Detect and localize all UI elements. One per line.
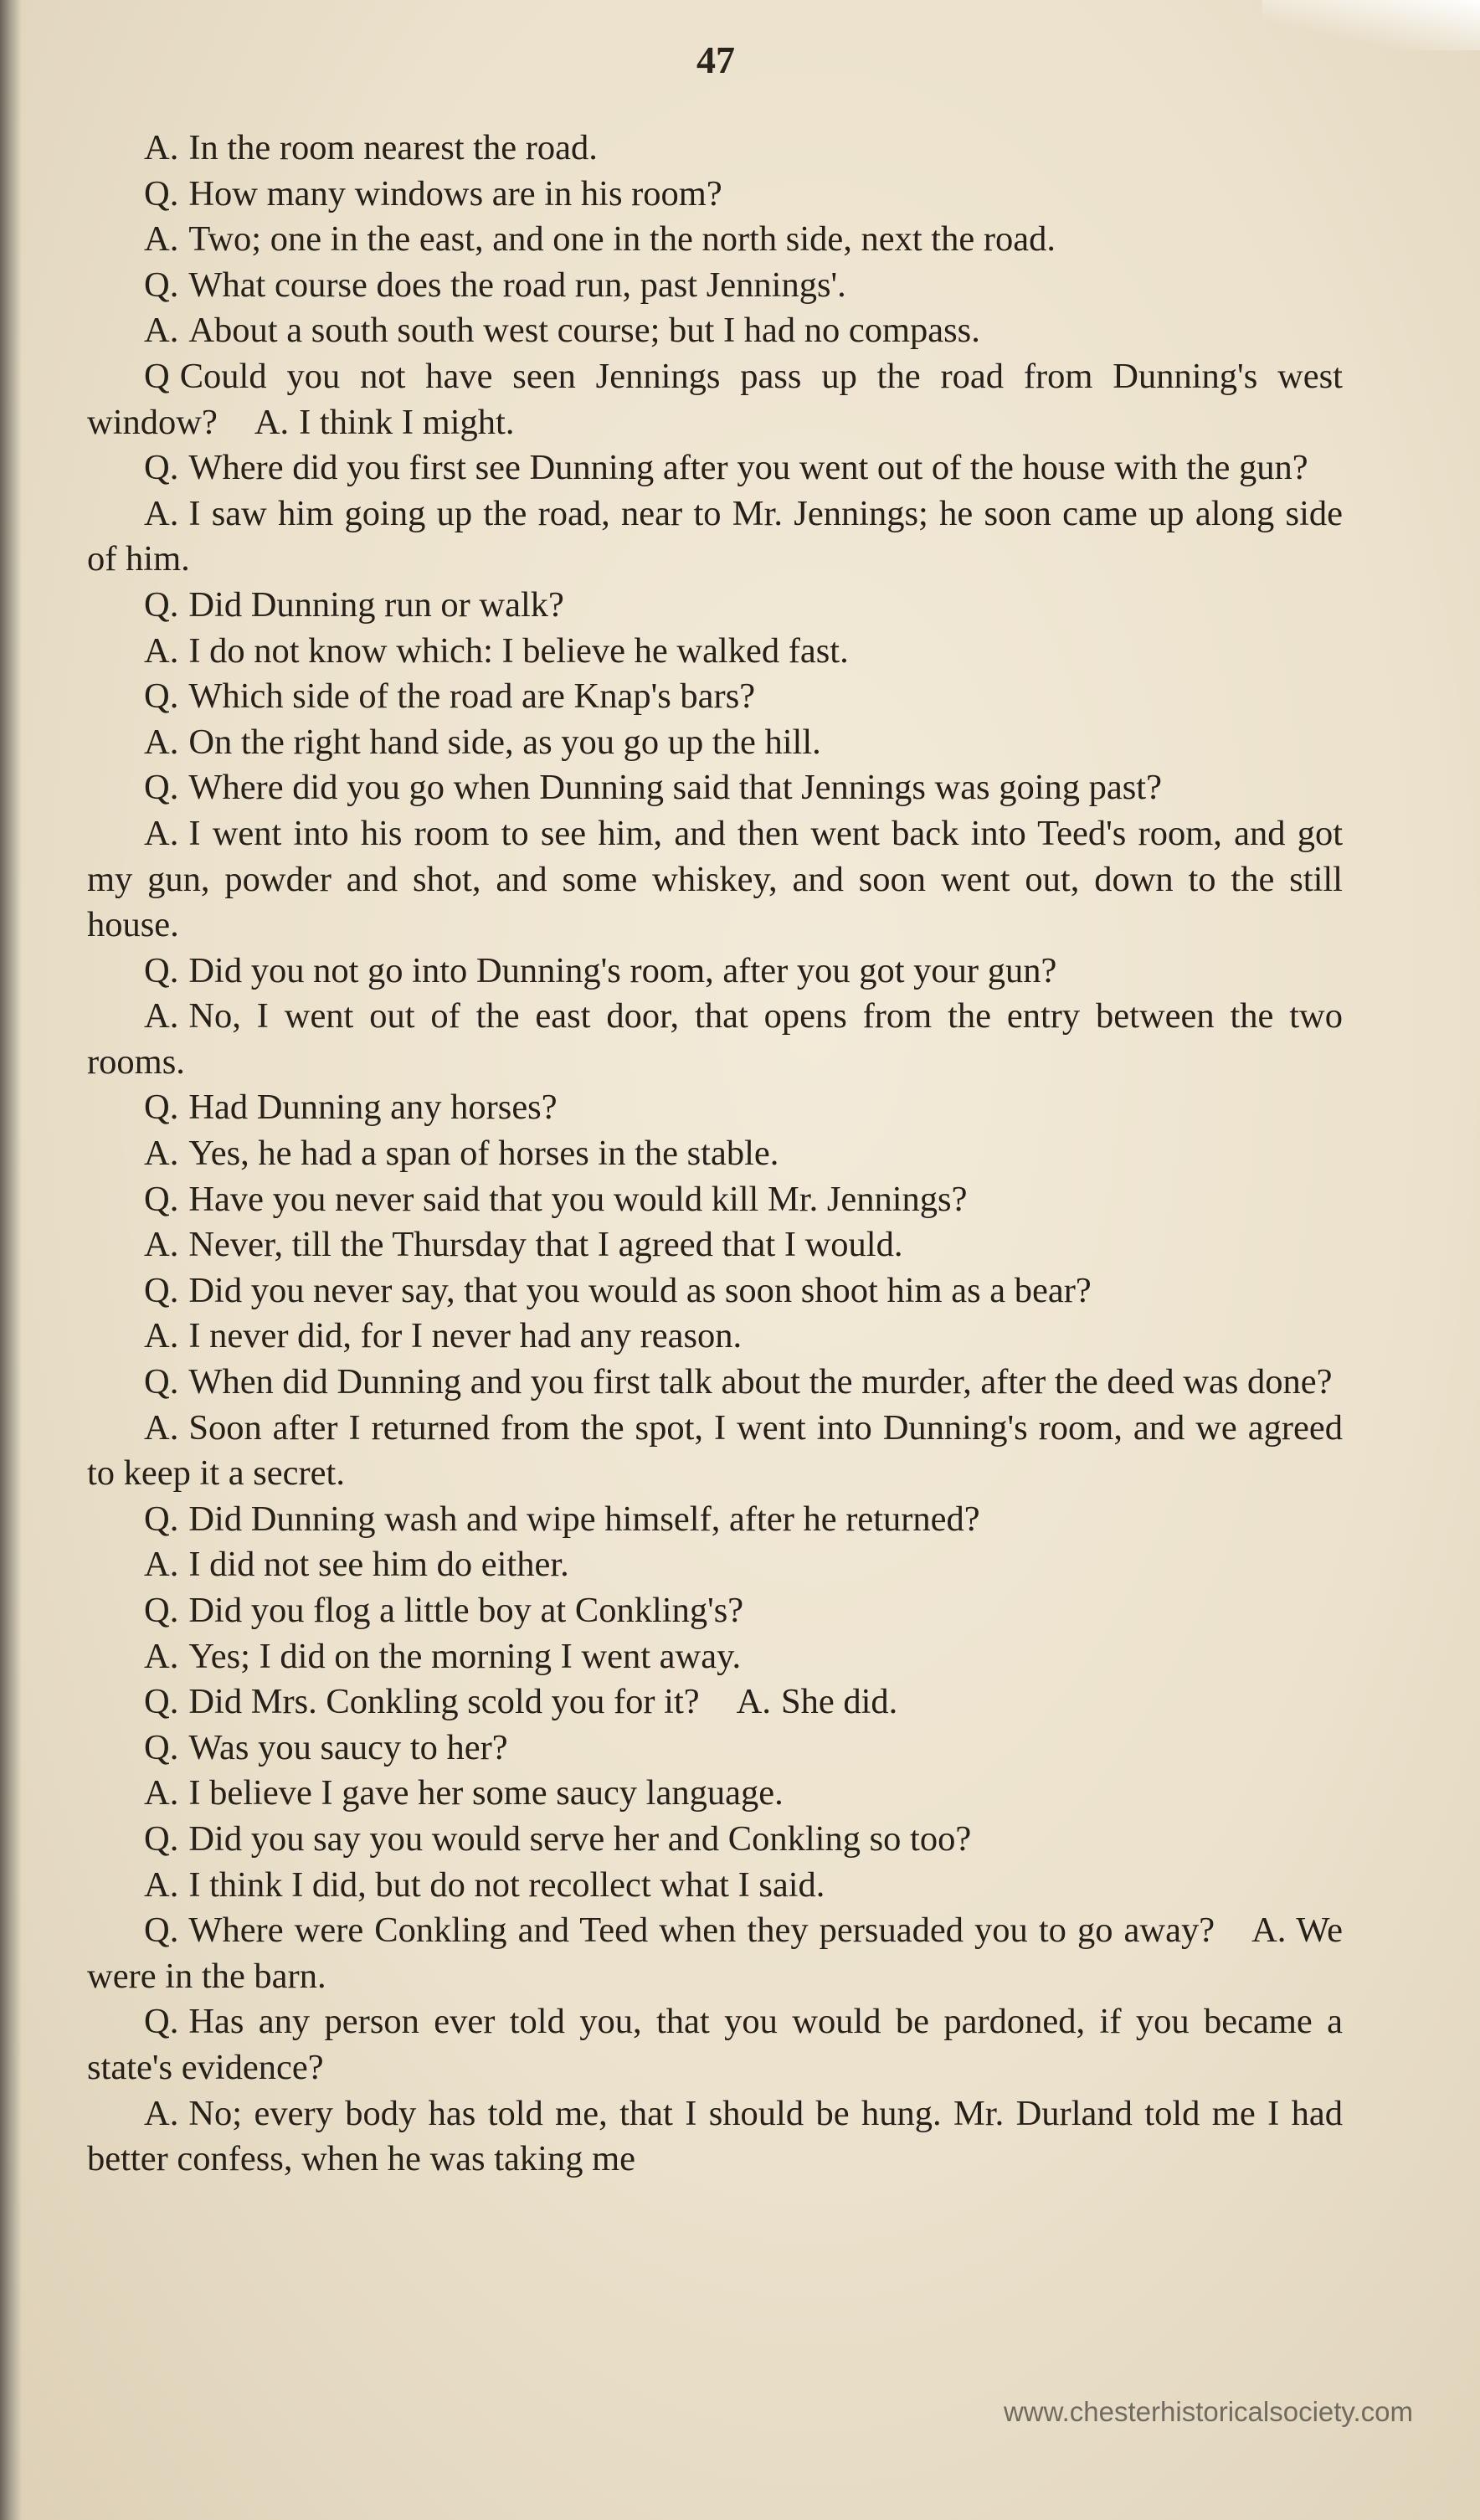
qa-paragraph: [87, 765, 1343, 811]
paragraph-text: I did not see him do either.: [188, 1545, 569, 1585]
speaker-label: A.: [144, 219, 179, 260]
paragraph-text: Did you say you would serve her and Conkling so too?: [188, 1818, 972, 1859]
speaker-label: Q.: [144, 1362, 179, 1402]
qa-paragraph: [87, 629, 1343, 675]
paragraph-text: Where were Conkling and Teed when they persuaded you to go away?: [188, 1911, 1215, 1951]
qa-paragraph: [87, 1679, 1343, 1725]
qa-paragraph: [87, 1542, 1343, 1588]
qa-paragraph: [87, 126, 1343, 172]
qa-paragraph: [87, 1177, 1343, 1223]
speaker-label: A.: [144, 2093, 179, 2133]
qa-paragraph: [87, 1725, 1343, 1772]
paragraph-text: I never did, for I never had any reason.: [188, 1316, 743, 1356]
speaker-label: Q.: [144, 1591, 179, 1630]
qa-paragraph: [87, 308, 1343, 354]
speaker-label: A.: [144, 1636, 179, 1676]
speaker-label: Q.: [144, 676, 179, 717]
speaker-label: Q.: [144, 1270, 179, 1310]
paragraph-text: I saw him going up the road, near to Mr. Jennings; he soon came up along side of him.: [87, 493, 1343, 579]
qa-paragraph: [87, 1085, 1343, 1131]
speaker-label: A.: [144, 1134, 179, 1174]
qa-paragraph: [87, 583, 1343, 629]
paragraph-text: Did Dunning wash and wipe himself, after he returned?: [188, 1499, 980, 1539]
qa-paragraph: [87, 172, 1343, 218]
paragraph-text: When did Dunning and you first talk about the murder, after the deed was done?: [188, 1362, 1333, 1402]
qa-paragraph: [87, 1863, 1343, 1909]
paragraph-text: Did you never say, that you would as soon shoot him as a bear?: [188, 1270, 1092, 1310]
speaker-label: A.: [144, 1225, 179, 1265]
paragraph-text: Did Mrs. Conkling scold you for it?: [188, 1682, 700, 1722]
speaker-label: Q: [144, 356, 170, 396]
paragraph-text: Have you never said that you would kill Mr. Jennings?: [188, 1179, 968, 1219]
qa-paragraph: [87, 1634, 1343, 1680]
qa-paragraph: [87, 994, 1343, 1085]
speaker-label: A.: [144, 1316, 179, 1356]
paragraph-text: Has any person ever told you, that you would be pardoned, if you became a state's evidence?: [87, 2002, 1343, 2087]
speaker-label: Q.: [144, 2002, 179, 2042]
speaker-label: A.: [144, 493, 179, 533]
speaker-label: A.: [144, 1407, 179, 1448]
qa-paragraph: [87, 1314, 1343, 1360]
qa-paragraph: [87, 1817, 1343, 1863]
speaker-label: Q.: [144, 1179, 179, 1219]
qa-paragraph: [87, 674, 1343, 720]
inline-answer-text: We were in the barn.: [87, 1911, 1343, 1996]
qa-paragraph: [87, 491, 1343, 583]
qa-paragraph: [87, 949, 1343, 995]
paragraph-text: Which side of the road are Knap's bars?: [188, 676, 756, 717]
speaker-label: Q.: [144, 1727, 179, 1767]
speaker-label: A.: [144, 128, 179, 167]
qa-paragraph: [87, 354, 1343, 445]
paragraph-text: In the room nearest the road.: [188, 128, 598, 167]
speaker-label: Q.: [144, 1818, 179, 1859]
paragraph-text: No, I went out of the east door, that opens from the entry between the two rooms.: [87, 996, 1343, 1082]
paragraph-text: How many windows are in his room?: [188, 173, 722, 213]
paragraph-text: On the right hand side, as you go up the hill.: [188, 722, 821, 762]
paragraph-text: Did you flog a little boy at Conkling's?: [188, 1591, 744, 1630]
speaker-label: A.: [144, 1545, 179, 1585]
qa-paragraph: [87, 811, 1343, 949]
speaker-label: Q.: [144, 448, 179, 488]
speaker-label: Q.: [144, 1088, 179, 1128]
paragraph-text: I went into his room to see him, and then went back into Teed's room, and got my gun, powder and shot, and some whiskey, and soon went out, down to the still house.: [87, 813, 1343, 945]
paragraph-text: Where did you first see Dunning after you went out of the house with the gun?: [188, 448, 1308, 488]
speaker-label: Q.: [144, 265, 179, 305]
qa-paragraph: [87, 1222, 1343, 1268]
speaker-label: A.: [144, 722, 179, 762]
paragraph-text: What course does the road run, past Jennings'.: [188, 265, 846, 305]
qa-paragraph: [87, 1131, 1343, 1177]
speaker-label: A.: [144, 996, 179, 1036]
qa-paragraph: [87, 1999, 1343, 2091]
paragraph-text: Two; one in the east, and one in the north side, next the road.: [188, 219, 1056, 260]
paragraph-text: Could you not have seen Jennings pass up the road from Dunning's west window?: [87, 356, 1343, 442]
testimony-text: [87, 126, 1343, 2183]
qa-paragraph: [87, 1908, 1343, 1999]
page-number: 47: [696, 39, 735, 81]
speaker-label: A.: [144, 813, 179, 853]
speaker-label: Q.: [144, 1682, 179, 1722]
qa-paragraph: [87, 1406, 1343, 1497]
paragraph-text: Yes; I did on the morning I went away.: [188, 1636, 742, 1676]
speaker-label: A.: [736, 1682, 771, 1722]
speaker-label: A.: [1251, 1911, 1287, 1951]
qa-paragraph: [87, 2091, 1343, 2183]
speaker-label: A.: [254, 402, 290, 442]
paragraph-text: Was you saucy to her?: [188, 1727, 508, 1767]
qa-paragraph: [87, 1771, 1343, 1817]
qa-paragraph: [87, 263, 1343, 309]
speaker-label: A.: [144, 1864, 179, 1905]
qa-paragraph: [87, 445, 1343, 491]
paragraph-text: Yes, he had a span of horses in the stable.: [188, 1134, 779, 1174]
paragraph-text: I do not know which: I believe he walked fast.: [188, 630, 849, 671]
speaker-label: Q.: [144, 1499, 179, 1539]
speaker-label: A.: [144, 1773, 179, 1813]
speaker-label: Q.: [144, 950, 179, 990]
paragraph-text: Did you not go into Dunning's room, after you got your gun?: [188, 950, 1057, 990]
page-fold-shadow: [0, 0, 22, 2520]
speaker-label: Q.: [144, 584, 179, 625]
qa-paragraph: [87, 1588, 1343, 1634]
paragraph-text: Soon after I returned from the spot, I went into Dunning's room, and we agreed to keep it a secret.: [87, 1407, 1343, 1494]
speaker-label: Q.: [144, 1911, 179, 1951]
speaker-label: A.: [144, 630, 179, 671]
watermark: www.chesterhistoricalsociety.com: [1003, 2396, 1413, 2427]
paragraph-text: Where did you go when Dunning said that Jennings was going past?: [188, 768, 1162, 808]
qa-paragraph: [87, 1268, 1343, 1314]
qa-paragraph: [87, 217, 1343, 263]
speaker-label: Q.: [144, 768, 179, 808]
speaker-label: Q.: [144, 173, 179, 213]
paragraph-text: Had Dunning any horses?: [188, 1088, 558, 1128]
paragraph-text: Did Dunning run or walk?: [188, 584, 564, 625]
paragraph-text: I think I did, but do not recollect what I said.: [188, 1864, 825, 1905]
paragraph-text: No; every body has told me, that I should be hung. Mr. Durland told me I had better confess, when he was taking me: [87, 2093, 1343, 2179]
inline-answer-text: She did.: [780, 1682, 898, 1722]
speaker-label: A.: [144, 311, 179, 351]
paragraph-text: I believe I gave her some saucy language.: [188, 1773, 784, 1813]
inline-answer-text: I think I might.: [299, 402, 515, 442]
paragraph-text: About a south south west course; but I had no compass.: [188, 311, 980, 351]
qa-paragraph: [87, 1497, 1343, 1543]
paragraph-text: Never, till the Thursday that I agreed that I would.: [188, 1225, 903, 1265]
qa-paragraph: [87, 1360, 1343, 1406]
qa-paragraph: [87, 720, 1343, 766]
